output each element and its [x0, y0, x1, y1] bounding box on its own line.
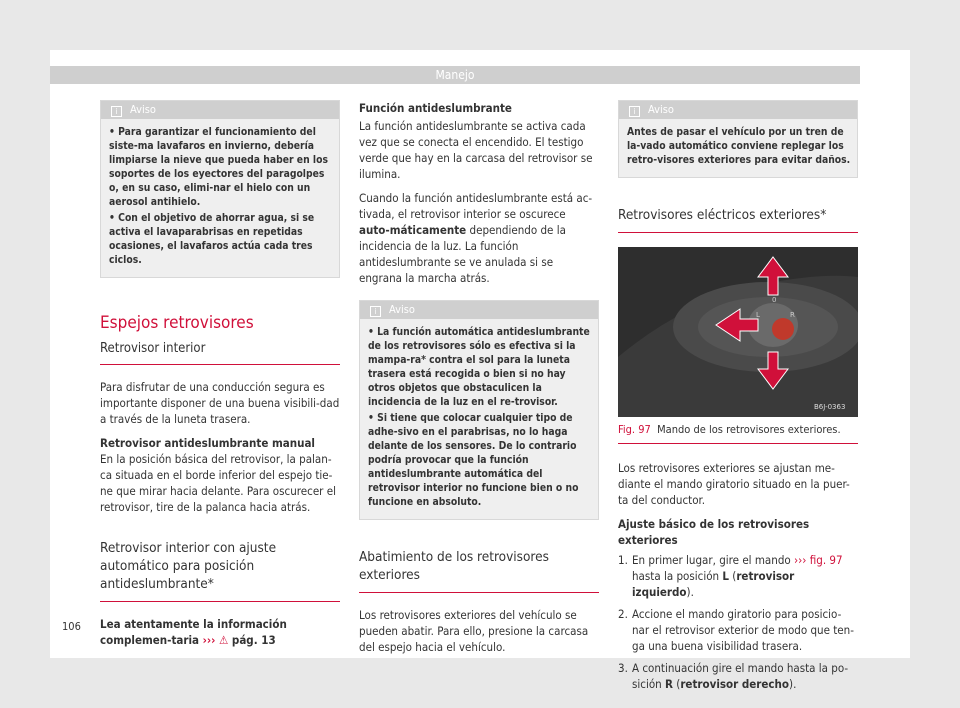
- aviso-text: Antes de pasar el vehículo por un tren de la-vado automático conviene replegar los retro-visores exteriores para evitar daños.: [627, 126, 851, 166]
- paragraph: Los retrovisores exteriores se ajustan me-diante el mando giratorio situado en la puer-ta del conductor.: [618, 461, 850, 507]
- aviso-box: [618, 100, 858, 178]
- aviso-header: i Aviso: [101, 101, 339, 119]
- column-3: [618, 100, 858, 698]
- section-title: Espejos retrovisores: [100, 313, 254, 333]
- list-item: 3. A continuación gire el mando hasta la po-sición R (retrovisor derecho).: [618, 661, 849, 691]
- reference-text: Lea atentamente la información complemen-taria ››› ⚠ pág. 13: [100, 617, 287, 647]
- paragraph: Cuando la función antideslumbrante está ac-tivada, el retrovisor interior se oscurece auto-máticamente dependiendo de la incidencia de la luz. La función antideslumbrante se ve anulada si se engrana la marcha atrás.: [359, 191, 593, 285]
- paragraph-heading: Función antideslumbrante: [359, 101, 512, 115]
- subsection-title: Retrovisor interior con ajuste automático para posición antideslumbrante*: [100, 539, 340, 602]
- warning-book-icon: ⚠: [219, 633, 229, 647]
- page-header: Manejo: [50, 66, 860, 84]
- paragraph: La función antideslumbrante se activa cada vez que se conecta el encendido. El testigo verde que hay en la carcasa del retrovisor se ilumina.: [359, 119, 593, 181]
- info-icon: i: [629, 106, 640, 117]
- aviso-box: [100, 100, 340, 278]
- aviso-item: • Si tiene que colocar cualquier tipo de adhe-sivo en el parabrisas, no lo haga delante de los sensores. De lo contrario podría provocar que la función antideslumbrante automática del retrovisor interior no funcione bien o no funcione en absoluto.: [368, 412, 579, 508]
- column-2: [359, 100, 599, 655]
- paragraph-heading: Ajuste básico de los retrovisores exteriores: [618, 517, 810, 547]
- fig-ref-link[interactable]: ››› fig. 97: [794, 553, 843, 567]
- aviso-item: • Para garantizar el funcionamiento del siste-ma lavafaros en invierno, debería limpiarse la nieve que pueda haber en los soportes de los eyectores del paragolpes o, en su caso, elimi-nar el hielo con un aerosol antihielo.: [109, 126, 328, 208]
- aviso-item: • La función automática antideslumbrante de los retrovisores sólo es efectiva si la mampa-ra* contra el sol para la luneta trasera está recogida o bien si no hay otros objetos que obstaculicen la incidencia de la luz en el re-trovisor.: [368, 326, 590, 408]
- aviso-box: [359, 300, 599, 520]
- list-item: 2. Accione el mando giratorio para posicio-nar el retrovisor exterior de modo que ten-ga una buena visibilidad trasera.: [618, 607, 854, 653]
- subsection-title: Abatimiento de los retrovisores exteriores: [359, 548, 599, 593]
- paragraph-heading: Retrovisor antideslumbrante manual: [100, 436, 315, 450]
- paragraph: En la posición básica del retrovisor, la palan-ca situada en el borde inferior del espejo tie-ne que mirar hacia delante. Para oscurecer el retrovisor, tire de la palanca hacia atrás.: [100, 452, 336, 514]
- paragraph: Los retrovisores exteriores del vehículo se pueden abatir. Para ello, presione la carcasa del espejo hacia el vehículo.: [359, 608, 589, 654]
- subsection-title: Retrovisores eléctricos exteriores*: [618, 206, 858, 233]
- info-icon: i: [370, 306, 381, 317]
- paragraph: Para disfrutar de una conducción segura es importante disponer de una buena visibili-dad a través de la luneta trasera.: [100, 380, 340, 426]
- section-subtitle: Retrovisor interior: [100, 340, 340, 365]
- page-number: 106: [62, 620, 81, 633]
- steps-list: [618, 552, 858, 692]
- mirror-control-figure: [618, 247, 858, 417]
- figure-caption: Fig. 97 Mando de los retrovisores exteriores.: [618, 417, 858, 444]
- info-icon: i: [111, 106, 122, 117]
- svg-text:0: 0: [772, 296, 777, 304]
- list-item: 1. En primer lugar, gire el mando ››› fig. 97 hasta la posición L (retrovisor izquierdo).: [618, 553, 843, 599]
- aviso-item: • Con el objetivo de ahorrar agua, si se activa el lavaparabrisas en repetidas ocasiones, el lavafaros actúa cada tres ciclos.: [109, 212, 315, 266]
- mirror-knob-illustration: [618, 247, 858, 417]
- page-ref-link[interactable]: pág. 13: [231, 633, 276, 647]
- svg-text:L: L: [756, 311, 760, 319]
- column-1: [100, 100, 340, 648]
- svg-text:R: R: [790, 311, 795, 319]
- aviso-header: i Aviso: [360, 301, 598, 319]
- figure-code: B6J-0363: [814, 403, 846, 411]
- arrow-link-icon[interactable]: ›››: [202, 633, 216, 647]
- aviso-header: i Aviso: [619, 101, 857, 119]
